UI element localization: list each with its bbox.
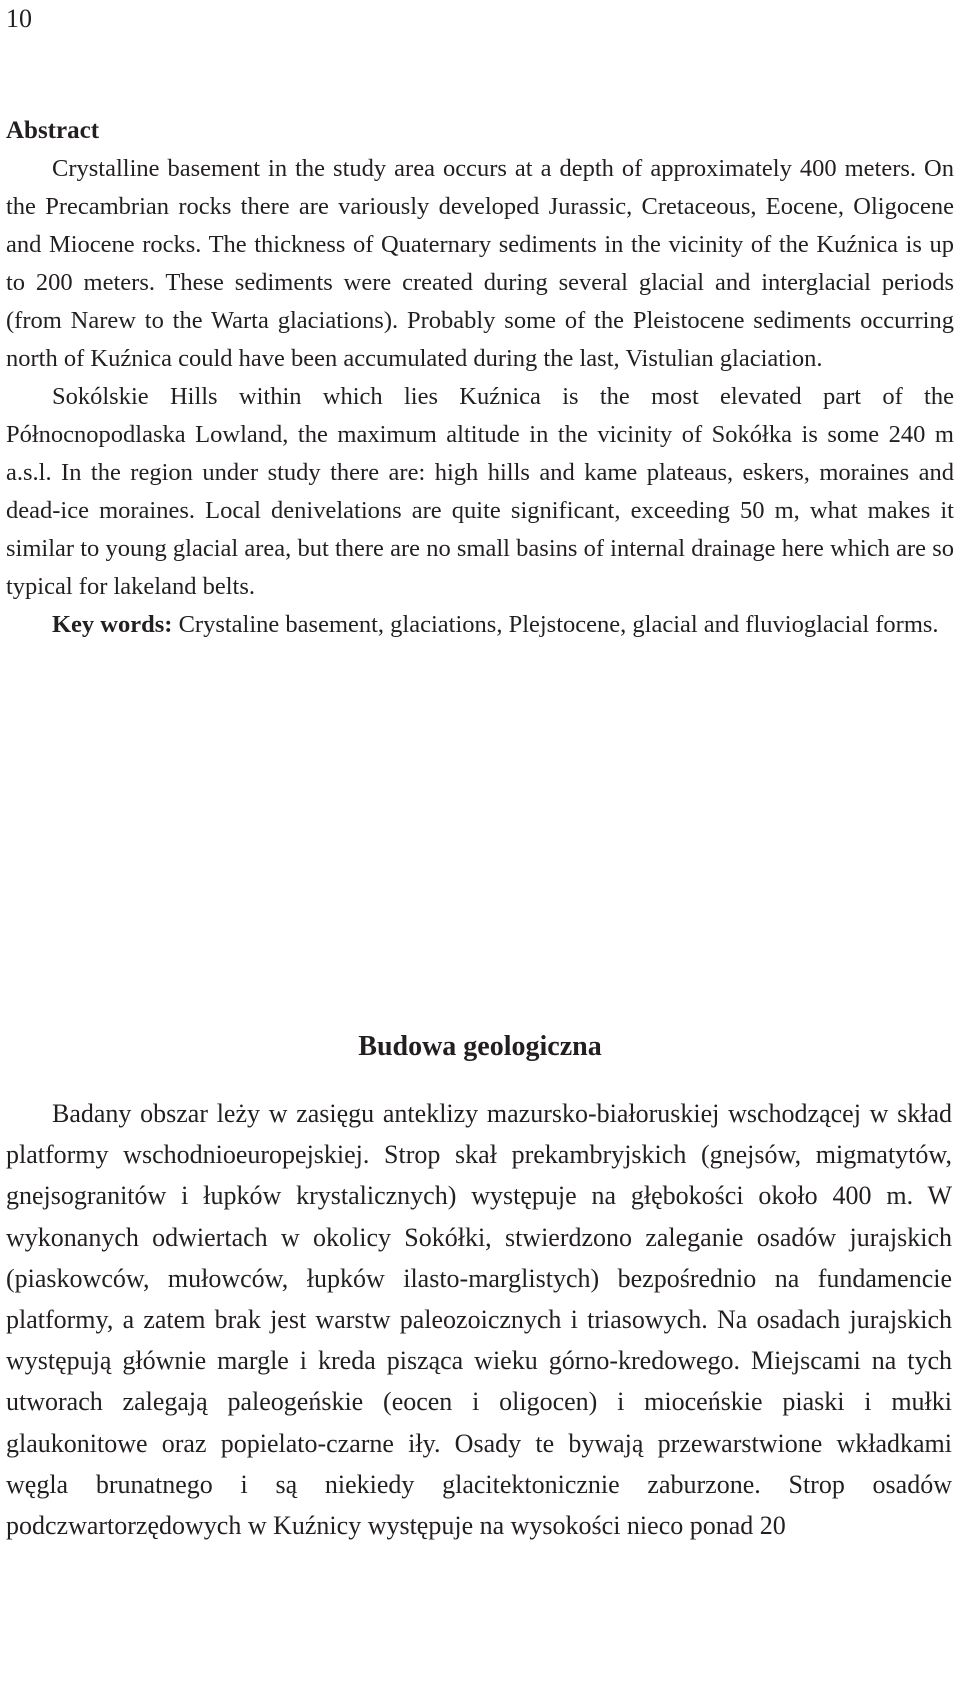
section-paragraph: Badany obszar leży w zasięgu anteklizy mazursko-białoruskiej wschodzącej w skład platformy wschodnioeuropejskiej. Strop skał prekambryjskich (gnejsów, migmatytów, gnejsogranitów i łupków krystalicznych) występuje na głębokości około 400 m. W wykonanych odwiertach w okolicy Sokółki, stwierdzono zaleganie osadów jurajskich (piaskowców, mułowców, łupków ilasto-marglistych) bezpośrednio na fundamencie platformy, a zatem brak jest warstw paleozoicznych i triasowych. Na osadach jurajskich występują głównie margle i kreda pisząca wieku górno-kredowego. Miejscami na tych utworach zalegają paleogeńskie (eocen i oligocen) i mioceńskie piaski i mułki glaukonitowe oraz popielato-czarne iły. Osady te bywają przewarstwione wkładkami węgla brunatnego i są niekiedy glacitektonicznie zaburzone. Strop osadów podczwartorzędowych w Kuźnicy występuje na wysokości nieco ponad 20 (6, 1099, 952, 1541)
section-body (6, 1093, 952, 1546)
abstract-heading: Abstract (6, 117, 100, 144)
keywords-text: Crystaline basement, glaciations, Plejstocene, glacial and fluvioglacial forms. (172, 611, 939, 638)
abstract-paragraph-2: Sokólskie Hills within which lies Kuźnica is the most elevated part of the Północnopodlaska Lowland, the maximum altitude in the vicinity of Sokółka is some 240 m a.s.l. In the region under study there are: high hills and kame plateaus, eskers, moraines and dead-ice moraines. Local denivelations are quite significant, exceeding 50 m, what makes it similar to young glacial area, but there are no small basins of internal drainage here which are so typical for lakeland belts. (6, 383, 954, 600)
page-number: 10 (6, 4, 32, 33)
section-title: Budowa geologiczna (358, 1031, 602, 1063)
abstract-section (6, 112, 954, 644)
keywords-label: Key words: (52, 611, 173, 638)
keywords-paragraph (6, 606, 954, 644)
abstract-paragraph-1: Crystalline basement in the study area occurs at a depth of approximately 400 meters. On the Precambrian rocks there are variously developed Jurassic, Cretaceous, Eocene, Oligocene and Miocene rocks. The thickness of Quaternary sediments in the vicinity of the Kuźnica is up to 200 meters. These sediments were created during several glacial and interglacial periods (from Narew to the Warta glaciations). Probably some of the Pleistocene sediments occurring north of Kuźnica could have been accumulated during the last, Vistulian glaciation. (6, 155, 954, 372)
